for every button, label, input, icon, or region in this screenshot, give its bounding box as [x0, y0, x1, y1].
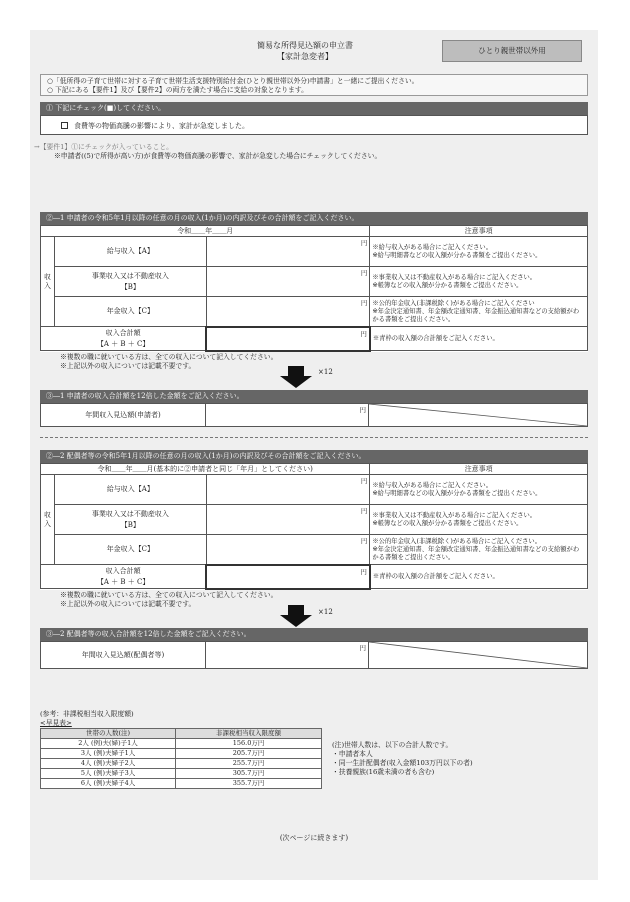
business-income-label [54, 267, 206, 297]
reference-cell: 305.7万円 [176, 769, 322, 779]
reference-cell: 4人 (例)夫婦子2人 [41, 759, 176, 769]
month-header: 令和＿＿年＿＿月(基本的に②申請者と同じ「年月」としてください) [41, 464, 370, 475]
yen-unit: 円 [360, 537, 368, 545]
salary-caution: ※給与収入がある場合にご記入ください。 ※給与明細書などの収入額が分かる書類をご提出ください。 [370, 475, 588, 505]
section-3-1 [40, 390, 588, 427]
income-side-label: 収入 [41, 237, 55, 327]
household-note-item: ・扶養親族(16歳未満の者も含む) [332, 768, 435, 776]
reference-cell: 255.7万円 [176, 759, 322, 769]
spouse-business-income-input[interactable] [206, 505, 370, 535]
section-2-1-header: ②―1 申請者の令和5年1月以降の任意の月の収入(1か月)の内訳及びその合計額をご記入ください。 [40, 212, 588, 225]
business-caution: ※事業収入又は不動産収入がある場合にご記入ください。 ※帳簿などの収入額が分かる書類をご提出ください。 [370, 267, 588, 297]
spouse-salary-income-input[interactable] [206, 475, 370, 505]
yen-unit: 円 [360, 239, 368, 247]
spouse-annual-label: 年間収入見込額(配偶者等) [41, 642, 206, 669]
multiplier-label: ×12 [318, 608, 333, 616]
multiple-jobs-note: ※複数の職に就いている方は、全ての収入について記入してください。 [60, 590, 278, 599]
applicant-annual-table [40, 403, 588, 427]
household-note-item: ・申請者本人 [332, 750, 373, 758]
reference-cell: 156.0万円 [176, 739, 322, 749]
income-total-label-line1: 収入合計額 [105, 566, 141, 575]
section-1-notes [34, 143, 594, 161]
requirement-1-detail: ※申請者((5)で所得が高い方)が食費等の物価高騰の影響で、家計が急変した場合にチェックしてください。 [54, 152, 382, 160]
household-change-checkbox[interactable] [61, 122, 68, 129]
reference-cell: 5人 (例)夫婦子3人 [41, 769, 176, 779]
section-2-1-notes [40, 353, 588, 371]
section-divider [40, 437, 588, 438]
pension-caution: ※公的年金収入(非課税除く)がある場合にご記入ください ※年金決定通知書、年金額改定通知書、年金振込通知書などの支給額がわかる書類をご提出ください。 [370, 297, 588, 327]
pension-income-label: 年金収入【C】 [54, 535, 206, 565]
salary-income-input[interactable] [206, 237, 370, 267]
section-1-box [40, 115, 588, 135]
form-title-line2: 【家計急変者】 [277, 52, 333, 61]
section-1-header: ① 下記にチェック(■)してください。 [40, 102, 588, 115]
spouse-annual-table [40, 641, 588, 669]
section-1 [40, 102, 588, 135]
form-page [30, 30, 598, 880]
reference-col-header: 世帯の人数(注) [41, 729, 176, 739]
down-arrow-icon [280, 366, 312, 388]
reference-cell: 355.7万円 [176, 779, 322, 789]
total-caution: ※青枠の収入額の合計額をご記入ください。 [370, 327, 588, 351]
spouse-pension-income-input[interactable] [206, 535, 370, 565]
business-caution: ※事業収入又は不動産収入がある場合にご記入ください。 ※帳簿などの収入額が分かる書類をご提出ください。 [370, 505, 588, 535]
section-2-2 [40, 450, 588, 609]
multiple-jobs-note: ※複数の職に就いている方は、全ての収入について記入してください。 [60, 352, 278, 361]
applicant-annual-input[interactable] [206, 404, 369, 427]
yen-unit: 円 [359, 406, 366, 414]
month-header: 令和＿＿年＿＿月 [41, 226, 370, 237]
household-note-item: ・同一生計配偶者(収入金額103万円以下の者) [332, 759, 473, 767]
income-total-label [41, 565, 207, 589]
section-3-2 [40, 628, 588, 669]
reference-cell: 2人 (例)夫(婦)子1人 [41, 739, 176, 749]
business-income-label-line2: 【B】 [120, 282, 140, 291]
income-total-label [41, 327, 207, 351]
yen-unit: 円 [360, 567, 367, 576]
spouse-annual-input[interactable] [206, 642, 369, 669]
blank-diagonal-cell [368, 404, 587, 427]
section-2-2-notes [40, 591, 588, 609]
intro-box [40, 74, 588, 96]
caution-header: 注意事項 [370, 464, 588, 475]
section-3-2-header: ③―2 配偶者等の収入合計額を12倍した金額をご記入ください。 [40, 628, 588, 641]
salary-income-label: 給与収入【A】 [54, 475, 206, 505]
business-income-label-line1: 事業収入又は不動産収入 [91, 271, 169, 280]
salary-income-label: 給与収入【A】 [54, 237, 206, 267]
blank-diagonal-cell [368, 642, 587, 669]
section-2-2-header: ②―2 配偶者等の令和5年1月以降の任意の月の収入(1か月)の内訳及びその合計額をご記入ください。 [40, 450, 588, 463]
income-total-input[interactable] [206, 327, 370, 351]
pension-caution: ※公的年金収入(非課税除く)がある場合にご記入ください。 ※年金決定通知書、年金額改定通知書、年金振込通知書などの支給額がわかる書類をご提出ください。 [370, 535, 588, 565]
section-3-1-header: ③―1 申請者の収入合計額を12倍した金額をご記入ください。 [40, 390, 588, 403]
section-2-1 [40, 212, 588, 371]
income-side-label: 収入 [41, 475, 55, 565]
other-income-note: ※上記以外の収入については記載不要です。 [60, 361, 196, 370]
pension-income-input[interactable] [206, 297, 370, 327]
checkbox-label: 食費等の物価高騰の影響により、家計が急変しました。 [74, 122, 249, 130]
spouse-income-table [40, 463, 588, 590]
reference-heading: (参考：非課税相当収入限度額) [40, 710, 134, 718]
continued-footer: (次ページに続きます) [279, 834, 349, 842]
form-title-line1: 簡易な所得見込額の申立書 [257, 41, 353, 50]
yen-unit: 円 [360, 507, 368, 515]
business-income-input[interactable] [206, 267, 370, 297]
reference-cell: 3人 (例)夫婦子1人 [41, 749, 176, 759]
income-total-label-line2: 【A ＋ B ＋ C】 [96, 577, 150, 586]
reference-cell: 6人 (例)夫婦子4人 [41, 779, 176, 789]
household-type-tag: ひとり親世帯以外用 [442, 40, 582, 62]
intro-line: ○「低所得の子育て世帯に対する子育て世帯生活支援特別給付金(ひとり親世帯以外分)申請書」と一緒にご提出ください。 [47, 77, 419, 85]
form-title [190, 40, 420, 62]
reference-col-header: 非課税相当収入限度額 [176, 729, 322, 739]
income-total-label-line1: 収入合計額 [105, 328, 141, 337]
reference-section [40, 710, 330, 789]
spouse-income-total-input[interactable] [206, 565, 370, 589]
applicant-annual-label: 年間収入見込額(申請者) [41, 404, 206, 427]
reference-cell: 205.7万円 [176, 749, 322, 759]
household-count-note [332, 741, 592, 777]
salary-caution: ※給与収入がある場合にご記入ください。 ※給与明細書などの収入額が分かる書類をご提出ください。 [370, 237, 588, 267]
reference-table [40, 728, 322, 789]
yen-unit: 円 [359, 644, 366, 652]
business-income-label-line1: 事業収入又は不動産収入 [91, 509, 169, 518]
intro-line: ○ 下記にある【要件1】及び【要件2】の両方を満たす場合に支給の対象となります。 [47, 86, 308, 94]
requirement-1-note: →【要件1】①にチェックが入っていること。 [34, 143, 173, 151]
income-total-label-line2: 【A ＋ B ＋ C】 [96, 339, 150, 348]
total-caution: ※青枠の収入額の合計額をご記入ください。 [370, 565, 588, 589]
yen-unit: 円 [360, 269, 368, 277]
reference-subheading: <早見表> [40, 719, 72, 727]
multiplier-label: ×12 [318, 368, 333, 376]
yen-unit: 円 [360, 299, 368, 307]
yen-unit: 円 [360, 477, 368, 485]
other-income-note: ※上記以外の収入については記載不要です。 [60, 599, 196, 608]
household-note-title: (注)世帯人数は、以下の合計人数です。 [332, 741, 453, 749]
pension-income-label: 年金収入【C】 [54, 297, 206, 327]
caution-header: 注意事項 [370, 226, 588, 237]
applicant-income-table [40, 225, 588, 352]
down-arrow-icon [280, 605, 312, 627]
business-income-label [54, 505, 206, 535]
business-income-label-line2: 【B】 [120, 520, 140, 529]
yen-unit: 円 [360, 329, 367, 338]
